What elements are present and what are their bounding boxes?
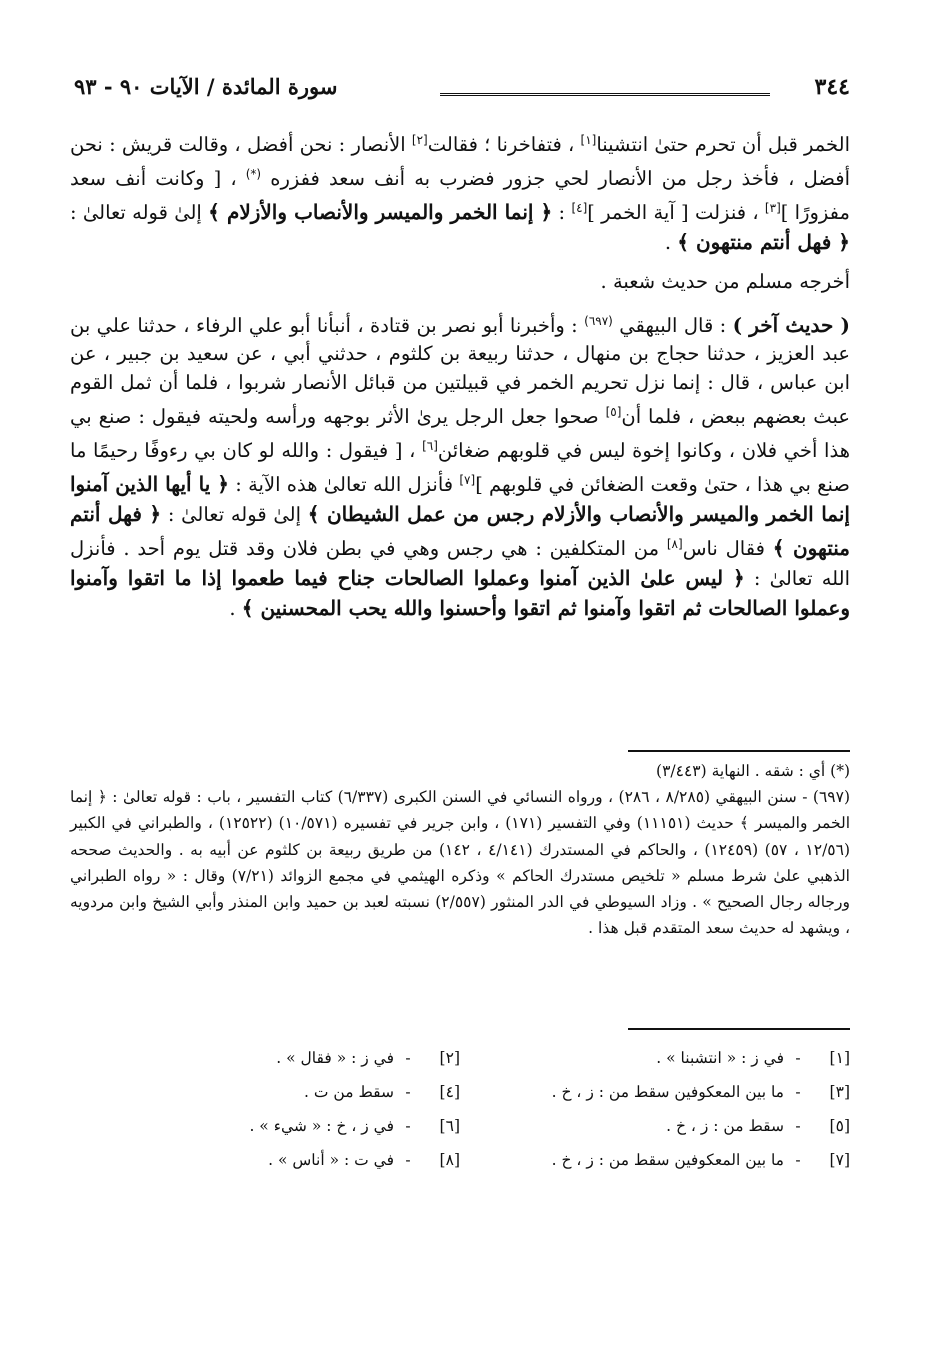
- text-span: الخمر قبل أن تحرم حتىٰ انتشينا: [596, 133, 850, 156]
- footnote-marker-1[interactable]: [١]: [580, 133, 597, 147]
- footnote-697: (٦٩٧) - سنن البيهقي (٨/٢٨٥ ، ٢٨٦) ، ورواه النسائي في السنن الكبرى (٦/٣٣٧) كتاب التفسير ، باب : قوله تعالىٰ : ﴿ إنما الخمر والميسر ﴾ حديث (١١١٥١) وفي التفسير (١٧١) ، وابن جرير في تفسيره (١٠/٥٧١) (١٢٥٢٢) ، والطبراني في الكبير (١٢/٥٦ ، ٥٧) (١٢٤٥٩) ، والحاكم في المستدرك (٤/١٤١ ، ١٤٢) من طريق ربيعة بن كلثوم عن أبيه به . والحديث صححه الذهبي علىٰ شرط مسلم « تلخيص مستدرك الحاكم » وذكره الهيثمي في مجمع الزوائد (٧/٢١) وقال : « رواه الطبراني ورجاله رجال الصحيح » . وزاد السيوطي في الدر المنثور (٢/٥٥٧) نسبته لعبد بن حميد وابن المنذر وأبي الشيخ وابن مردويه ، ويشهد له حديث سعد المتقدم قبل هذا .: [70, 788, 851, 938]
- variant-dash: -: [795, 1049, 801, 1067]
- section-lead: ( حديث آخر ): [732, 312, 850, 337]
- variant-number: [٤]: [439, 1083, 460, 1101]
- variant-note: [70, 1111, 460, 1141]
- text-span: :: [552, 200, 572, 224]
- footnote-marker-6[interactable]: [٦]: [422, 439, 438, 454]
- footnote-marker-star[interactable]: (*): [245, 166, 262, 181]
- text-span: .: [664, 230, 678, 254]
- paragraph-1: [70, 126, 850, 258]
- variant-text: في ت : « أناس » .: [268, 1151, 394, 1169]
- variant-note: [460, 1145, 850, 1175]
- footnotes: [70, 758, 850, 941]
- paragraph-2: أخرجه مسلم من حديث شعبة .: [600, 269, 850, 293]
- variant-dash: -: [405, 1117, 411, 1135]
- variant-note: [70, 1077, 460, 1107]
- quran-verse: ﴿ فهل أنتم منتهون ﴾: [677, 229, 850, 254]
- text-span: فأنزل الله تعالىٰ هذه الآية :: [229, 473, 460, 497]
- variant-number: [٧]: [829, 1151, 850, 1169]
- text-span: صحوا جعل الرجل يرىٰ الأثر بوجهه ورأسه ولحيته فيقول : صنع بي هذا أخي فلان ، وكانوا إخوة ليس في قلوبهم ضغائن: [70, 405, 850, 463]
- variant-note: [460, 1077, 850, 1107]
- footnote-star: (*) أي : شقه . النهاية (٣/٤٤٣): [656, 762, 850, 780]
- variant-number: [١]: [829, 1049, 850, 1067]
- page-header: [60, 74, 850, 108]
- footnote-marker-8[interactable]: [٨]: [666, 536, 683, 551]
- variant-note: [460, 1043, 850, 1073]
- variant-number: [٥]: [829, 1117, 850, 1135]
- variant-number: [٦]: [439, 1117, 460, 1135]
- book-page: [60, 60, 860, 1310]
- text-span: : قال البيهقي: [612, 313, 733, 337]
- variant-text: سقط من : ز ، خ .: [666, 1117, 784, 1135]
- footnote-separator: [628, 750, 850, 752]
- variant-text: في ز ، خ : « شيء » .: [249, 1117, 394, 1135]
- footnote-marker-3[interactable]: [٣]: [764, 200, 781, 215]
- variant-text: في ز : « انتشبنا » .: [656, 1049, 784, 1067]
- variant-dash: -: [795, 1117, 801, 1135]
- text-span: فقال ناس: [682, 536, 773, 560]
- variant-text: في ز : « فقال » .: [276, 1049, 394, 1067]
- variant-number: [٢]: [439, 1049, 460, 1067]
- quran-verse: ﴿ يا أيها الذين آمنوا إنما الخمر والميسر والأنصاب والأزلام رجس من عمل الشيطان ﴾: [70, 472, 850, 526]
- text-span: من المتكلفين : هي رجس وهي في بطن فلان وقد قتل يوم أحد . فأنزل الله تعالىٰ :: [70, 536, 850, 590]
- variant-text: ما بين المعكوفين سقط من : ز ، خ .: [551, 1151, 784, 1169]
- variant-dash: -: [405, 1151, 411, 1169]
- quran-verse: ﴿ ليس علىٰ الذين آمنوا وعملوا الصالحات جناح فيما طعموا إذا ما اتقوا وآمنوا وعملوا الصالحات ثم اتقوا وآمنوا ثم اتقوا وأحسنوا والله يحب المحسنين ﴾: [70, 565, 850, 620]
- main-text: [70, 126, 850, 624]
- footnote-marker-7[interactable]: [٧]: [459, 473, 476, 488]
- quran-verse: ﴿ فهل أنتم منتهون ﴾: [70, 501, 851, 560]
- surah-title: سورة المائدة / الآيات ٩٠ - ٩٣: [74, 74, 338, 99]
- paragraph-3: [70, 307, 850, 624]
- variant-number: [٣]: [829, 1083, 850, 1101]
- footnote-marker-4[interactable]: [٤]: [571, 200, 588, 215]
- text-span: ، فتفاخرنا ؛ فقالت: [427, 133, 581, 156]
- variant-text: ما بين المعكوفين سقط من : ز ، خ .: [551, 1083, 784, 1101]
- manuscript-variants: [70, 1043, 850, 1175]
- footnote-marker-697[interactable]: (٦٩٧): [584, 313, 613, 328]
- text-span: إلىٰ قوله تعالىٰ :: [161, 502, 308, 526]
- footnote-marker-2[interactable]: [٢]: [411, 133, 428, 147]
- variant-text: سقط من ت .: [304, 1083, 394, 1101]
- variant-dash: -: [405, 1049, 411, 1067]
- footnote-marker-5[interactable]: [٥]: [605, 405, 622, 420]
- text-span: ، [ فيقول : والله لو كان بي رءوفًا رحيمًا ما صنع بي هذا ، حتىٰ وقعت الضغائن في قلوبهم ]: [70, 439, 850, 497]
- text-span: : وأخبرنا أبو نصر بن قتادة ، أنبأنا أبو علي الرفاء ، حدثنا علي بن عبد العزيز ، حدثنا حجاج بن منهال ، حدثنا ربيعة بن كلثوم ، حدثني أبي ، عن سعيد بن جبير ، عن ابن عباس ، قال : إنما نزل تحريم الخمر في قبيلتين من قبائل الأنصار شربوا ، فلما أن ثمل القوم عبث بعضهم ببعض ، فلما أن: [70, 313, 850, 429]
- variant-note: [460, 1111, 850, 1141]
- variant-dash: -: [795, 1151, 801, 1169]
- variants-separator: [628, 1028, 850, 1030]
- variant-number: [٨]: [439, 1151, 460, 1169]
- variant-dash: -: [405, 1083, 411, 1101]
- quran-verse: ﴿ إنما الخمر والميسر والأنصاب والأزلام ﴾: [208, 199, 553, 224]
- text-span: إلىٰ قوله تعالىٰ :: [70, 200, 209, 224]
- text-span: ، فنزلت [ آية الخمر ]: [587, 200, 765, 224]
- text-span: الأنصار : نحن أفضل ، وقالت قريش : نحن أفضل ، فأخذ رجل من الأنصار لحي جزور فضرب به أنف سعد ففزره: [70, 133, 850, 190]
- variant-note: [70, 1145, 460, 1175]
- page-number: ٣٤٤: [814, 74, 850, 100]
- header-rule: [440, 93, 770, 98]
- variant-dash: -: [795, 1083, 801, 1101]
- variant-note: [70, 1043, 460, 1073]
- text-span: .: [229, 596, 242, 620]
- text-span: ، [ وكانت أنف سعد مفزورًا ]: [70, 166, 850, 224]
